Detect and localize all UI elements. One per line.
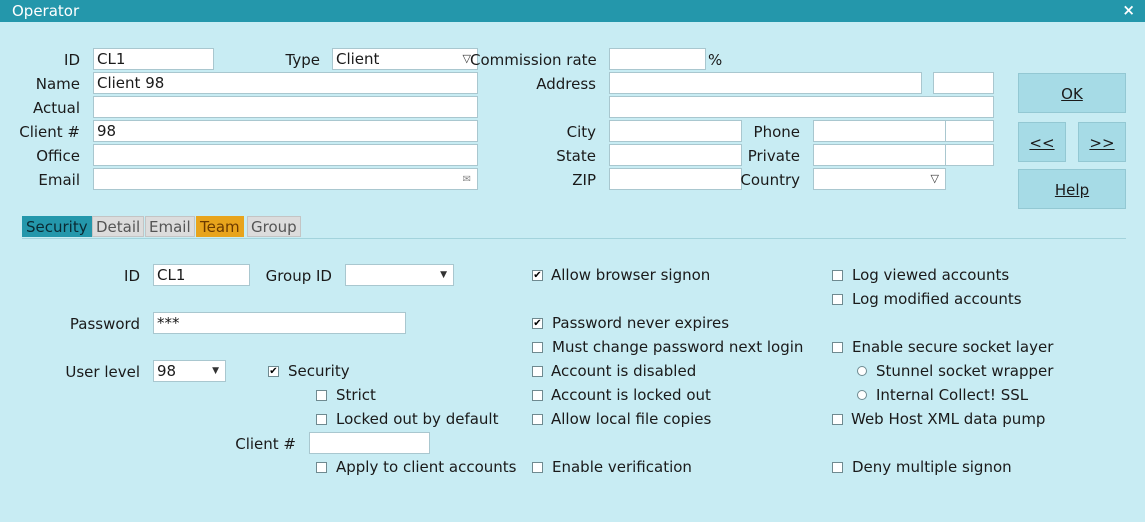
web-host-xml-label: Web Host XML data pump: [851, 410, 1046, 428]
log-modified-accounts-label: Log modified accounts: [852, 290, 1022, 308]
security-id-input[interactable]: CL1: [153, 264, 250, 286]
help-label: Help: [1054, 181, 1090, 199]
ok-button[interactable]: [1018, 73, 1126, 113]
type-select[interactable]: [332, 48, 478, 70]
commission-input[interactable]: [609, 48, 706, 70]
type-label: Type: [285, 51, 320, 69]
account-locked-label: Account is locked out: [551, 386, 711, 404]
security-client-number-input[interactable]: [309, 432, 430, 454]
actual-input[interactable]: [93, 96, 478, 118]
enable-verification-label: Enable verification: [552, 458, 692, 476]
password-label: Password: [69, 315, 140, 333]
log-viewed-accounts-label: Log viewed accounts: [852, 266, 1010, 284]
previous-button[interactable]: [1018, 122, 1066, 162]
tab-detail[interactable]: Detail: [92, 216, 144, 237]
security-id-label: ID: [124, 267, 140, 285]
percent-label: %: [708, 51, 723, 69]
group-id-label: Group ID: [265, 267, 332, 285]
city-input[interactable]: [609, 120, 742, 142]
allow-browser-signon-checkbox[interactable]: ✔: [533, 270, 542, 281]
web-host-xml-checkbox[interactable]: [832, 414, 843, 425]
envelope-icon[interactable]: ✉: [462, 174, 471, 185]
chevron-down-icon: ▽: [462, 52, 471, 65]
account-locked-checkbox[interactable]: [532, 390, 543, 401]
locked-out-default-label: Locked out by default: [336, 410, 499, 428]
security-checkbox[interactable]: ✔: [269, 366, 278, 377]
must-change-password-checkbox[interactable]: [532, 342, 543, 353]
window-title: Operator: [12, 2, 80, 20]
user-level-label: User level: [65, 363, 140, 381]
name-input[interactable]: Client 98: [93, 72, 478, 94]
name-label: Name: [35, 75, 80, 93]
password-never-expires-checkbox[interactable]: ✔: [533, 318, 542, 329]
email-label: Email: [38, 171, 80, 189]
office-label: Office: [36, 147, 80, 165]
address-label: Address: [536, 75, 596, 93]
password-input[interactable]: ***: [153, 312, 406, 334]
next-button[interactable]: [1078, 122, 1126, 162]
private-input[interactable]: [813, 144, 946, 166]
next-label: >>: [1089, 134, 1115, 152]
security-client-number-label: Client #: [235, 435, 296, 453]
close-icon[interactable]: ×: [1122, 1, 1135, 19]
internal-ssl-radio[interactable]: [857, 390, 867, 400]
deny-multiple-signon-label: Deny multiple signon: [852, 458, 1012, 476]
allow-local-file-copies-checkbox[interactable]: [532, 414, 543, 425]
phone-input[interactable]: [813, 120, 946, 142]
enable-ssl-label: Enable secure socket layer: [852, 338, 1054, 356]
tab-team[interactable]: Team: [196, 216, 244, 237]
chevron-down-icon: ▽: [930, 172, 939, 185]
allow-local-file-copies-label: Allow local file copies: [551, 410, 712, 428]
apply-to-client-checkbox[interactable]: [316, 462, 327, 473]
state-input[interactable]: [609, 144, 742, 166]
city-label: City: [566, 123, 596, 141]
previous-label: <<: [1029, 134, 1055, 152]
country-select[interactable]: [813, 168, 946, 190]
zip-input[interactable]: [609, 168, 742, 190]
address-input-1[interactable]: [609, 72, 922, 94]
office-input[interactable]: [93, 144, 478, 166]
address-extra-input[interactable]: [933, 72, 994, 94]
internal-ssl-label: Internal Collect! SSL: [876, 386, 1029, 404]
strict-checkbox[interactable]: [316, 390, 327, 401]
client-number-input[interactable]: 98: [93, 120, 478, 142]
state-label: State: [556, 147, 596, 165]
phone-ext-input[interactable]: [945, 120, 994, 142]
tab-divider: [22, 238, 1126, 239]
enable-ssl-checkbox[interactable]: [832, 342, 843, 353]
id-input[interactable]: CL1: [93, 48, 214, 70]
password-never-expires-label: Password never expires: [552, 314, 730, 332]
stunnel-label: Stunnel socket wrapper: [876, 362, 1054, 380]
allow-browser-signon-label: Allow browser signon: [551, 266, 711, 284]
chevron-down-icon: ▼: [440, 270, 447, 280]
commission-label: Commission rate: [470, 51, 597, 69]
help-button[interactable]: [1018, 169, 1126, 209]
chevron-down-icon: ▼: [212, 366, 219, 376]
group-id-select[interactable]: [345, 264, 454, 286]
country-label: Country: [740, 171, 800, 189]
enable-verification-checkbox[interactable]: [532, 462, 543, 473]
title-bar: [0, 0, 1145, 22]
id-label: ID: [64, 51, 80, 69]
deny-multiple-signon-checkbox[interactable]: [832, 462, 843, 473]
user-level-select[interactable]: [153, 360, 226, 382]
account-disabled-label: Account is disabled: [551, 362, 697, 380]
phone-label: Phone: [753, 123, 800, 141]
email-input[interactable]: [93, 168, 478, 190]
client-number-label: Client #: [19, 123, 80, 141]
security-checkbox-label: Security: [288, 362, 350, 380]
ok-label: OK: [1061, 85, 1083, 103]
apply-to-client-label: Apply to client accounts: [336, 458, 517, 476]
log-viewed-accounts-checkbox[interactable]: [832, 270, 843, 281]
locked-out-default-checkbox[interactable]: [316, 414, 327, 425]
log-modified-accounts-checkbox[interactable]: [832, 294, 843, 305]
account-disabled-checkbox[interactable]: [532, 366, 543, 377]
zip-label: ZIP: [572, 171, 596, 189]
private-label: Private: [747, 147, 800, 165]
tab-security[interactable]: Security: [22, 216, 92, 237]
strict-checkbox-label: Strict: [336, 386, 376, 404]
tab-email[interactable]: Email: [145, 216, 195, 237]
tab-group[interactable]: Group: [247, 216, 301, 237]
type-value: Client: [336, 50, 380, 68]
user-level-value: 98: [157, 362, 177, 380]
actual-label: Actual: [33, 99, 80, 117]
must-change-password-label: Must change password next login: [552, 338, 804, 356]
address-input-2[interactable]: [609, 96, 994, 118]
private-ext-input[interactable]: [945, 144, 994, 166]
stunnel-radio[interactable]: [857, 366, 867, 376]
